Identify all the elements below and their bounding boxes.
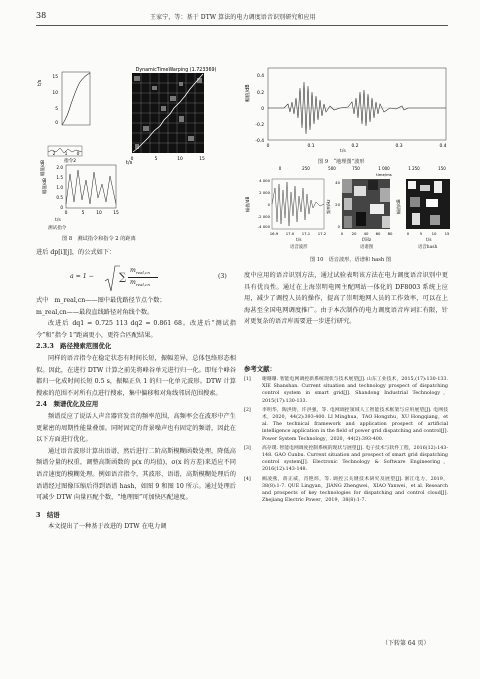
svg-text:0: 0 — [76, 152, 80, 157]
formula-intro: 进后 dp[i][j]，的公式如下： — [36, 249, 116, 256]
figure-8-caption: 图 8 测试指令和指令 2 的距离 — [62, 236, 136, 242]
svg-text:17.1: 17.1 — [301, 231, 311, 236]
fig8-bottom-ylabel: 幅值/dB — [43, 177, 48, 194]
figure-10-caption: 图 10 语音波形、语谱和 hash 图 — [310, 257, 392, 263]
fig8-left-subtitle: 指令2 — [63, 159, 77, 164]
svg-text:17.2: 17.2 — [317, 231, 327, 236]
reference-item: [1] 谢珊珊. 智能电网调控新系统现状与技术展望[J]. 山东工业技术，2015,(17):130-133. XIE Shanshan. Current situation and technology prospect of dispatching control system in smart grid[J]. Shandong Industrial Technology，2015(17):130-133. — [244, 377, 448, 404]
fig8-top-left-curve — [62, 73, 90, 125]
figure-10-panels — [244, 164, 454, 240]
right-column-body — [244, 270, 448, 328]
fig10-hash-caption: 语音hash — [418, 245, 438, 250]
svg-text:0: 0 — [130, 157, 134, 162]
section-2-4-para-2: 通过语音波形计算出语谱，然后进行二阶高斯模糊函数处理，降低高频谱分量的权重，调整高斯函数的 p(x 的均值)，σ(x 的方差)来适应不同语音速度的模糊处理。例如语音指令，其波形、语谱，高斯模糊处理后的语谱经过图像压缩后得到语谱 hash，如图 9 和图 10 所示。通过处理后可减少 DTW 向量匹配个数，“地理图”可加快匹配速度。 — [36, 447, 236, 502]
svg-text:20: 20 — [335, 202, 340, 207]
fig8-bottom-xlabel: t/s — [55, 218, 61, 223]
formula-number: (3) — [218, 273, 227, 280]
svg-text:0.2: 0.2 — [257, 91, 264, 96]
svg-text:0.2: 0.2 — [351, 144, 359, 149]
svg-text:10: 10 — [52, 91, 58, 96]
svg-text:0: 0 — [55, 121, 58, 126]
section-2-3-3-title: 2.3.3 路径搜索范围优化 — [36, 342, 112, 351]
fig8-bottom-caption: 测试指令 — [48, 226, 67, 231]
fig8-xlabel: t/s — [126, 160, 133, 166]
fig10-spec-xlabel: f/Hz — [362, 238, 372, 243]
figure-8-dtw-plot — [36, 34, 236, 216]
svg-text:0.1: 0.1 — [307, 144, 315, 149]
where-line-2: m_real,cn——最段直线路径对角线个数。 — [36, 308, 154, 316]
svg-text:1 000: 1 000 — [378, 166, 390, 171]
improve-paragraph: 改进后 dq1 = 0.725 113 dq2 = 0.861 68。改进后“测试指令”和“指令 1”距离更小，更符合匹配结果。 — [36, 320, 236, 339]
formula-3 — [70, 265, 236, 295]
svg-text:0: 0 — [337, 224, 340, 229]
svg-text:0: 0 — [267, 202, 270, 207]
svg-text:15: 15 — [444, 231, 450, 236]
svg-text:2.0: 2.0 — [56, 165, 63, 170]
fig9-waveform-line — [268, 82, 446, 134]
reference-item: [3] 高存璞. 智能电网调度控制系统的现状与展望[J]. 电子技术与软件工程，2016(12):143-148. GAO Cunbu. Current situation and prospect of smart grid dispatching control system[J]. Electronic Technology & Software Engineering，2016(12):143-148. — [244, 445, 448, 473]
svg-text:2: 2 — [52, 152, 56, 157]
svg-text:10: 10 — [177, 157, 183, 162]
fig10-wave-line — [272, 182, 324, 226]
svg-text:15: 15 — [52, 75, 58, 80]
fig9-xticks — [267, 143, 447, 149]
fig10-spec-xticks — [341, 231, 393, 236]
svg-text:60: 60 — [375, 231, 381, 236]
fig9-xlabel: t/s — [340, 149, 346, 154]
fig10-wave-caption: 语音波形 — [290, 245, 308, 250]
svg-text:16.9: 16.9 — [269, 231, 279, 236]
svg-text:15: 15 — [199, 157, 205, 162]
left-column-body — [36, 295, 236, 533]
svg-text:2 000: 2 000 — [259, 190, 270, 195]
fig10-spec-ylabel: 频率/Hz — [326, 199, 331, 214]
svg-text:1: 1 — [64, 152, 68, 157]
svg-text:0: 0 — [278, 166, 282, 171]
fig8-left-ylabel: 幅值/dB — [41, 159, 46, 176]
running-title: 王家宁，等：基于 DTW 算法的电力调度语音识别研究和应用 — [150, 14, 316, 21]
reference-item: [4] 阙凌燕，蒋正威，肖艳炜，等. 调控云关键技术研究及展望[J]. 浙江电力，2019，38(8):1-7. QUE Lingyan，JIANG Zhengwei，XIAO Yanwei，et al. Research and prospects of key technologies for dispatching and control cloud[J]. Zhejiang Electric Power，2019，38(8):1-7. — [244, 476, 448, 504]
svg-text:5: 5 — [81, 211, 85, 216]
svg-text:5: 5 — [55, 107, 58, 112]
svg-text:1 250: 1 250 — [408, 166, 420, 171]
fig10-spec-caption: 语谱图 — [360, 245, 374, 250]
svg-text:0: 0 — [60, 205, 63, 210]
references-title: 参考文献： — [244, 365, 276, 373]
fig8-test-signal — [66, 170, 116, 204]
section-2-4-para-1: 频谱反应了说话人声音器官发音的频率范围，高频率会在波形中产生更紧密的周期性能量叠加。同时固定的背景噪声也有固定的频谱，因此在以下方面进行优化。 — [36, 412, 236, 444]
svg-text:0: 0 — [266, 144, 270, 149]
svg-text:0.3: 0.3 — [395, 144, 403, 149]
left-column-top — [36, 247, 236, 259]
fig8-bottom-yticks — [56, 165, 63, 210]
fig10-hash-xlabel: t/s — [426, 238, 432, 243]
fig8-top-ylabel: t/s — [37, 79, 43, 86]
svg-text:750: 750 — [352, 166, 360, 171]
svg-text:10: 10 — [431, 231, 437, 236]
svg-text:0.4: 0.4 — [257, 74, 264, 79]
fig8-top-yticks — [52, 74, 58, 126]
fig9-ylabel: 幅值/dB — [246, 84, 251, 102]
svg-text:0: 0 — [64, 211, 68, 216]
svg-text:-4 000: -4 000 — [257, 224, 270, 229]
svg-text:-0.2: -0.2 — [255, 123, 264, 128]
svg-text:1.0: 1.0 — [56, 185, 63, 190]
fig8-bottom-xticks — [65, 210, 119, 216]
fig10-top-xunit: time/ms — [376, 172, 392, 177]
svg-text:-0.4: -0.4 — [255, 139, 264, 144]
svg-text:1.5: 1.5 — [56, 175, 63, 180]
fig10-wave-xticks — [270, 231, 327, 236]
svg-text:5: 5 — [154, 157, 158, 162]
sqrt-sum-symbol — [104, 265, 120, 293]
conclusion-continued: 度中应用的语音识别方法，通过试验表明该方法在电力调度语音识别中更具有优良性。通过在上海崇明电网主配网站一体化的 DF8003 系统上应用，减少了调控人员的操作，提高了崇明地网人员的工作效率，可以在上海甚至全国电网调度推广。由于本次制作的电力调度语音库词汇有限，针对更复杂的语音库需要进一步进行研究。 — [244, 272, 448, 326]
section-2-4-title: 2.4 频谱优化及应用 — [36, 400, 99, 409]
fig10-spec-yticks — [335, 180, 340, 229]
formula-lhs: a = 1 − — [70, 273, 94, 280]
sum-sign: ∑ — [119, 272, 127, 283]
section-3-title: 3 结语 — [36, 510, 60, 519]
fig10-wave-ylabel: 幅值/dB — [245, 196, 250, 212]
fig10-top-xticks — [279, 166, 447, 171]
svg-text:15: 15 — [113, 211, 119, 216]
svg-text:150: 150 — [438, 166, 446, 171]
svg-text:17.0: 17.0 — [285, 231, 295, 236]
svg-text:0: 0 — [340, 231, 344, 236]
svg-text:0.5: 0.5 — [56, 195, 63, 200]
where-line-1: 式中 m_real,cn——图中最优路径节点个数； — [36, 297, 166, 304]
fig8-matrix-xticks — [131, 156, 205, 162]
svg-text:500: 500 — [328, 166, 336, 171]
figure-9-caption: 图 9 “地理图”波形 — [318, 159, 365, 165]
formula-numerator: $m_{real,cn}$ — [130, 267, 150, 276]
reference-item: [2] 李明华，陶洪铸，许洪强，等. 电网调控领域人工智能技术框架与应用展望[J]. 电网技术，2020，44(2):393-400. LI Minghua，TAO Hongzhu，XU Hongqiang，et al. The technical framework and application prospect of artificial intelligence application in the field of power grid dispatching and control[J]. Power System Technology，2020，44(2):393-400. — [244, 407, 448, 442]
svg-text:0: 0 — [261, 107, 264, 112]
svg-text:80: 80 — [387, 231, 393, 236]
svg-text:-2 000: -2 000 — [257, 214, 270, 219]
fig8-chart-title: DynamicTimeWarping (1.723369) — [135, 68, 217, 73]
continued-note: （下转第 64 页） — [382, 640, 430, 647]
page-number: 38 — [36, 11, 47, 20]
fig10-hash-ylabel: 幅值/dB — [396, 199, 401, 214]
svg-text:20: 20 — [351, 231, 357, 236]
svg-text:250: 250 — [302, 166, 310, 171]
svg-text:0: 0 — [406, 231, 410, 236]
svg-text:4 000: 4 000 — [259, 178, 270, 183]
figure-9-waveform — [244, 32, 450, 152]
svg-text:10: 10 — [96, 211, 102, 216]
svg-text:5: 5 — [419, 231, 423, 236]
svg-text:40: 40 — [363, 231, 369, 236]
fig10-wave-xlabel: t/s — [296, 238, 302, 243]
fig9-yticks — [255, 73, 264, 144]
references-list — [244, 376, 448, 506]
svg-text:0.4: 0.4 — [439, 144, 447, 149]
fig10-hash-xticks — [407, 231, 450, 236]
fig10-wave-yticks — [258, 178, 271, 229]
formula-denominator: $m_{real,cn}$ — [130, 279, 150, 288]
header-rule — [36, 25, 448, 26]
section-3-text: 本文提出了一种基于改进的 DTW 在电力调 — [48, 523, 167, 531]
section-2-3-3-text: 同样的语音指令在稳定状态有时间长短，振幅差异，总体包络形态相似。因此，在进行 DTW 计算之前先将峰谷单元进行归一化。即每个峰谷都归一化成时间长短 0.5 s，振幅正负 1 的归一化单元波形。DTW 计算搜索的范围不对所有点进行搜索，集中偏移和对角线邻居范围搜索。 — [36, 354, 236, 397]
svg-text:40: 40 — [335, 180, 340, 185]
